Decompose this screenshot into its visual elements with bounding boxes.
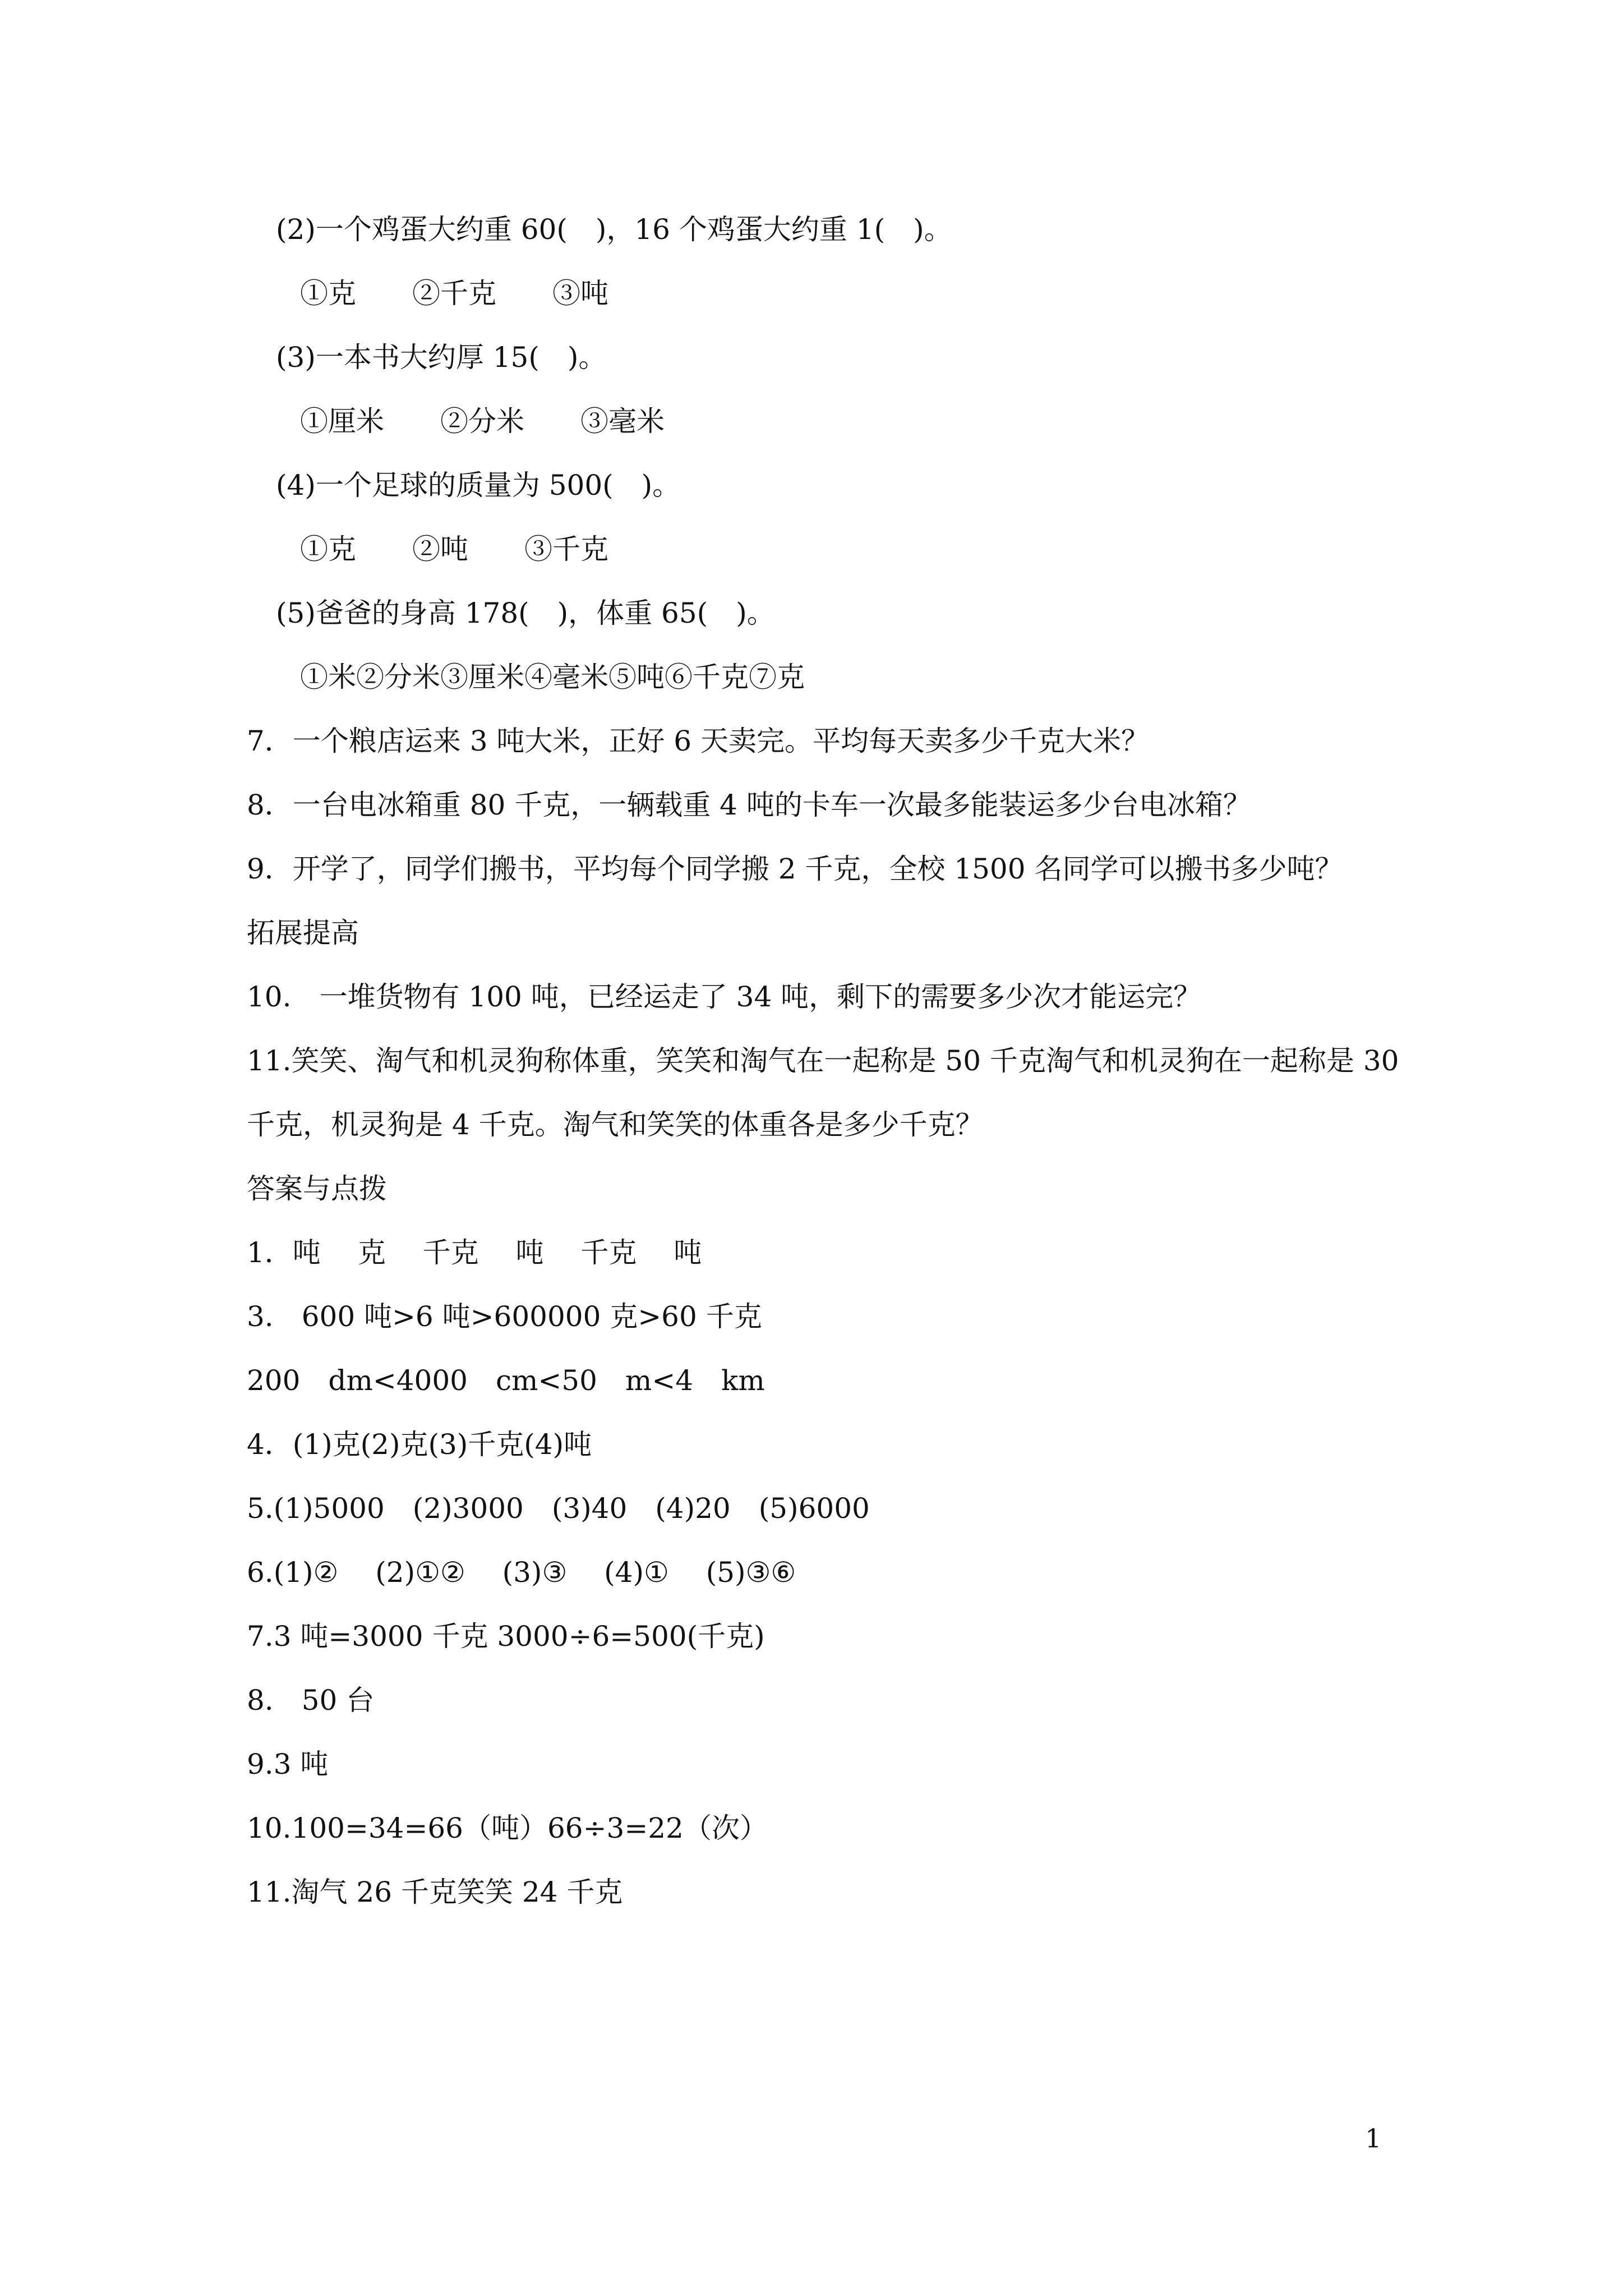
question-6-2: (2)一个鸡蛋大约重 60( )，16 个鸡蛋大约重 1( )。 (276, 213, 952, 246)
question-6-5: (5)爸爸的身高 178( )，体重 65( )。 (276, 597, 775, 629)
question-6-3-options: ①厘米 ②分米 ③毫米 (300, 405, 665, 438)
question-10: 10. 一堆货物有 100 吨，已经运走了 34 吨，剩下的需要多少次才能运完？ (247, 981, 1202, 1013)
question-6-4-options: ①克 ②吨 ③千克 (300, 533, 608, 565)
answer-5: 5.(1)5000 (2)3000 (3)40 (4)20 (5)6000 (247, 1492, 870, 1525)
answer-3-line-1: 3. 600 吨>6 吨>600000 克>60 千克 (247, 1300, 762, 1333)
answer-10: 10.100=34=66（吨）66÷3=22（次） (247, 1812, 768, 1844)
answer-7: 7.3 吨=3000 千克 3000÷6=500(千克) (247, 1620, 765, 1653)
question-9: 9．开学了，同学们搬书，平均每个同学搬 2 千克，全校 1500 名同学可以搬书多少吨？ (247, 853, 1343, 885)
question-7: 7．一个粮店运来 3 吨大米，正好 6 天卖完。平均每天卖多少千克大米？ (247, 725, 1150, 757)
answer-3-line-2: 200 dm<4000 cm<50 m<4 km (247, 1364, 765, 1397)
question-11-line-2: 千克，机灵狗是 4 千克。淘气和笑笑的体重各是多少千克？ (247, 1108, 984, 1141)
section-heading-answers: 答案与点拨 (247, 1172, 387, 1205)
question-6-5-options: ①米②分米③厘米④毫米⑤吨⑥千克⑦克 (300, 661, 805, 693)
section-heading-extension: 拓展提高 (247, 917, 359, 949)
page-number: 1 (1365, 2123, 1382, 2154)
question-8: 8．一台电冰箱重 80 千克，一辆载重 4 吨的卡车一次最多能装运多少台电冰箱？ (247, 789, 1251, 821)
question-11-line-1: 11.笑笑、淘气和机灵狗称体重，笑笑和淘气在一起称是 50 千克淘气和机灵狗在一起称是 30 (247, 1045, 1399, 1077)
answer-9: 9.3 吨 (247, 1748, 329, 1780)
answer-6: 6.(1)② (2)①② (3)③ (4)① (5)③⑥ (247, 1556, 796, 1589)
answer-1: 1．吨 克 千克 吨 千克 吨 (247, 1236, 702, 1269)
answer-4: 4．(1)克(2)克(3)千克(4)吨 (247, 1428, 592, 1461)
question-6-3: (3)一本书大约厚 15( )。 (276, 341, 607, 374)
question-6-4: (4)一个足球的质量为 500( )。 (276, 469, 681, 501)
answer-8: 8. 50 台 (247, 1684, 375, 1717)
question-6-2-options: ①克 ②千克 ③吨 (300, 277, 608, 310)
answer-11: 11.淘气 26 千克笑笑 24 千克 (247, 1876, 623, 1908)
